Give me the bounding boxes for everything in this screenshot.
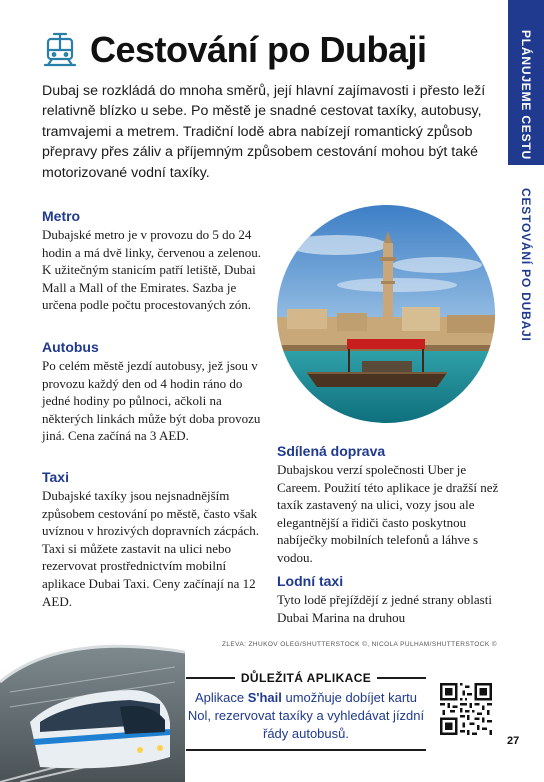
metro-train-photo	[0, 632, 185, 782]
section-heading-autobus: Autobus	[42, 339, 99, 355]
section-body-sdilena: Dubajskou verzí společnosti Uber je Careem. Použití této aplikace je dražší než taxík zastavený na ulici, vozy jsou ale elegantnější a řidiči často poskytnou nabíječky mobilních telefonů a láhve s vodou.	[277, 462, 499, 565]
app-name: S'hail	[247, 690, 282, 705]
sidebar-chapter-label: PLÁNUJEME CESTU	[519, 30, 533, 161]
section-taxi	[42, 469, 270, 610]
photo-illustration	[277, 205, 495, 423]
divider	[186, 677, 235, 679]
chapter-sidebar	[508, 0, 544, 360]
app-heading-row	[186, 671, 426, 685]
section-body-taxi: Dubajské taxíky jsou nejsnadnějším způsobem cestování po městě, často však uvíznou v hrozivých dopravních zácpách. Taxi si můžete zastavit na ulici nebo rezervovat prostřednictvím mobilní aplikace Dubai Taxi. Ceny začínají na 12 AED.	[42, 488, 259, 609]
photo-credits: ZLEVA: ZHUKOV OLEG/SHUTTERSTOCK ©, NICOLA PULHAM/SHUTTERSTOCK ©	[222, 641, 497, 648]
section-heading-taxi: Taxi	[42, 469, 69, 485]
section-heading-metro: Metro	[42, 208, 81, 224]
app-description	[186, 689, 426, 743]
section-heading-sdilena: Sdílená doprava	[277, 443, 386, 459]
divider	[186, 749, 426, 751]
section-body-autobus: Po celém městě jezdí autobusy, jež jsou v provozu každý den od 4 hodin ráno do jedné hodiny po půlnoci, ačkoli na některých linkách může být doba provozu jiná. Cena začíná na 3 AED.	[42, 358, 261, 444]
app-text-before: Aplikace	[194, 690, 248, 705]
section-sdilena	[277, 443, 499, 567]
divider	[377, 677, 426, 679]
page-title: Cestování po Dubaji	[90, 29, 427, 70]
section-metro	[42, 208, 270, 314]
title-row	[40, 26, 427, 74]
tram-icon	[40, 30, 80, 70]
section-body-metro: Dubajské metro je v provozu do 5 do 24 hodin a má dvě linky, červenou a zelenou. K užitečným stanicím patří letiště, Dubai Mall a Mall of the Emirates. Sazba je určena podle počtu procestovaných zón.	[42, 227, 261, 313]
section-heading-lodni: Lodní taxi	[277, 573, 344, 589]
app-callout	[186, 671, 426, 751]
section-lodni	[277, 573, 499, 626]
intro-paragraph: Dubaj se rozkládá do mnoha směrů, její hlavní zajímavosti i přesto leží relativně blízko u sebe. Po městě je snadné cestovat taxíky, autobusy, tramvajemi a metrem. Tradiční lodě abra nabízejí romantický způsob přepravy přes záliv a příjemným způsobem cestování mohou být také motorizované vodní taxíky.	[42, 83, 486, 181]
section-autobus	[42, 339, 270, 445]
app-text-after: umožňuje dobíjet kartu Nol, rezervovat taxíky a vyhledávat jízdní řády autobusů.	[187, 690, 425, 741]
section-body-lodni: Tyto lodě přejíždějí z jedné strany oblasti Dubai Marina na druhou	[277, 592, 492, 625]
app-heading: DŮLEŽITÁ APLIKACE	[240, 671, 372, 685]
qr-code-icon[interactable]	[440, 683, 492, 735]
abra-boat-photo	[277, 205, 495, 423]
page-number: 27	[507, 735, 520, 747]
sidebar-section-label: CESTOVÁNÍ PO DUBAJI	[519, 188, 533, 342]
